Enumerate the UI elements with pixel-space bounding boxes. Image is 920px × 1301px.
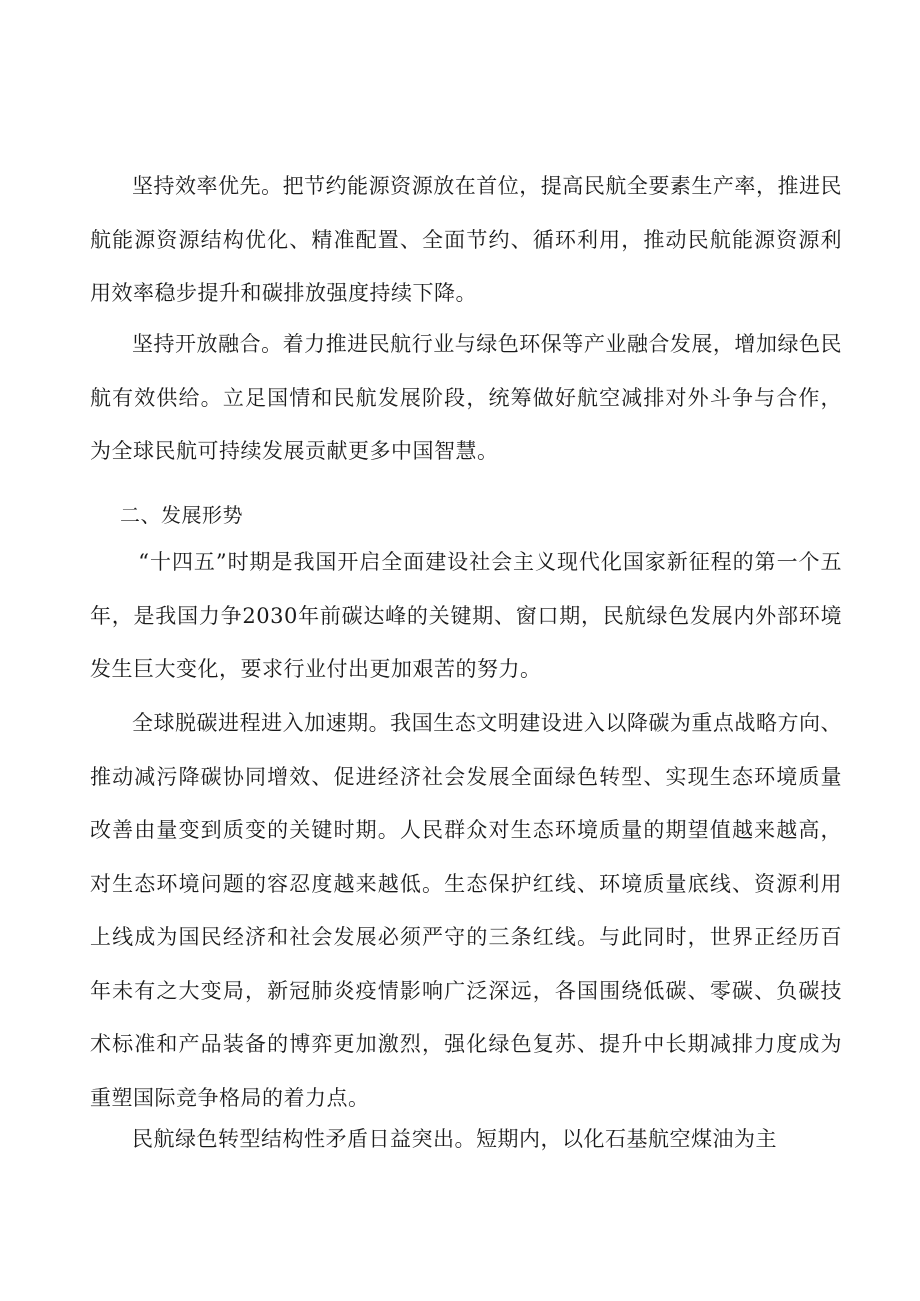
paragraph-structural-contradiction: 民航绿色转型结构性矛盾日益突出。短期内，以化石基航空煤油为主	[132, 1127, 777, 1151]
paragraph-global-decarbonization: 全球脱碳进程进入加速期。我国生态文明建设进入以降碳为重点战略方向、推动减污降碳协同增效、促进经济社会发展全面绿色转型、实现生态环境质量改善由量变到质变的关键时期。人民群众对生态环境质量的期望值越来越高，对生态环境问题的容忍度越来越低。生态保护红线、环境质量底线、资源利用上线成为国民经济和社会发展必须严守的三条红线。与此同时，世界正经历百年未有之大变局，新冠肺炎疫情影响广泛深远，各国围绕低碳、零碳、负碳技术标准和产品装备的博弈更加激烈，强化绿色复苏、提升中长期减排力度成为重塑国际竞争格局的着力点。	[90, 711, 842, 1110]
paragraph-14th-five-year: “十四五”时期是我国开启全面建设社会主义现代化国家新征程的第一个五年，是我国力争2030年前碳达峰的关键期、窗口期，民航绿色发展内外部环境发生巨大变化，要求行业付出更加艰苦的努力。	[90, 550, 842, 681]
section-heading: 二、发展形势	[120, 503, 243, 527]
paragraph-open-integration: 坚持开放融合。着力推进民航行业与绿色环保等产业融合发展，增加绿色民航有效供给。立足国情和民航发展阶段，统筹做好航空减排对外斗争与合作，为全球民航可持续发展贡献更多中国智慧。	[90, 332, 842, 463]
paragraph-efficiency-priority: 坚持效率优先。把节约能源资源放在首位，提高民航全要素生产率，推进民航能源资源结构优化、精准配置、全面节约、循环利用，推动民航能源资源利用效率稳步提升和碳排放强度持续下降。	[90, 174, 842, 305]
